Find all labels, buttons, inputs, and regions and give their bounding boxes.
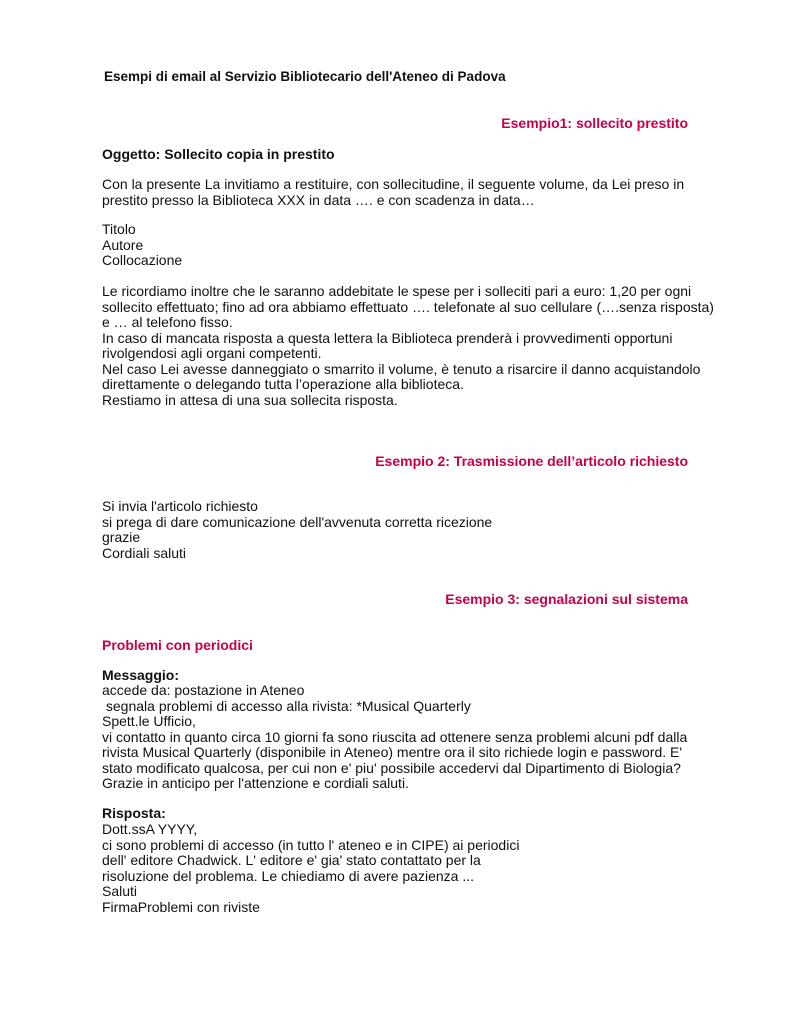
example1-body-line: In caso di mancata risposta a questa lettera la Biblioteca prenderà i provvedimenti opportuni: [102, 329, 673, 346]
message-line: accede da: postazione in Ateneo: [102, 682, 305, 698]
example2-body-line: Cordiali saluti: [102, 544, 187, 561]
example1-intro-line: Con la presente La invitiamo a restituire, con sollecitudine, il seguente volume, da Lei preso in: [102, 176, 685, 192]
reply-line: risoluzione del problema. Le chiediamo di avere pazienza ...: [102, 867, 474, 884]
message-line: stato modificato qualcosa, per cui non e' piu' possibile accedervi dal Dipartimento di Biologia?: [102, 759, 681, 776]
message-line: rivista Musical Quarterly (disponibile in Ateneo) mentre ora il sito richiede login e password. E': [102, 744, 683, 760]
example3-heading: Esempio 3: segnalazioni sul sistema: [445, 591, 688, 607]
field-autore: Autore: [102, 236, 144, 253]
message-label: Messaggio:: [102, 667, 180, 683]
example2-body-line: grazie: [102, 529, 141, 545]
reply-line: Saluti: [102, 883, 138, 899]
message-line: Grazie in anticipo per l'attenzione e cordiali saluti.: [102, 775, 409, 791]
example3-subheading: Problemi con periodici: [102, 637, 253, 653]
example1-body-line: e … al telefono fisso.: [102, 314, 233, 330]
example1-body-line: Le ricordiamo inoltre che le saranno addebitate le spese per i solleciti pari a euro: 1,20 per ogni: [102, 283, 692, 299]
example1-body-line: direttamente o delegando tutta l’operazione alla biblioteca.: [102, 376, 464, 392]
example2-body: [102, 499, 492, 561]
message-line: Spett.le Ufficio,: [102, 713, 196, 729]
reply-label: Risposta:: [102, 805, 166, 821]
reply-line: dell' editore Chadwick. L' editore e' gia' stato contattato per la: [102, 852, 481, 868]
message-line: vi contatto in quanto circa 10 giorni fa sono riuscita ad ottenere senza problemi alcuni pdf dalla: [102, 728, 688, 745]
document-title: Esempi di email al Servizio Bibliotecario dell'Ateneo di Padova: [104, 69, 506, 84]
reply-line: FirmaProblemi con riviste: [102, 898, 260, 915]
example2-body-line: si prega di dare comunicazione dell'avvenuta corretta ricezione: [102, 513, 493, 530]
example1-body: [102, 284, 714, 408]
example1-body-line: Nel caso Lei avesse danneggiato o smarrito il volume, è tenuto a risarcire il danno acquistandolo: [102, 360, 701, 377]
message-line: segnala problemi di accesso alla rivista: *Musical Quarterly: [102, 697, 471, 714]
field-titolo: Titolo: [102, 221, 136, 237]
example1-body-line: sollecito effettuato; fino ad ora abbiamo effettuato …. telefonate al suo cellulare (….senza risposta): [102, 298, 714, 315]
example2-heading: Esempio 2: Trasmissione dell’articolo richiesto: [375, 453, 688, 469]
message-body: [102, 683, 687, 792]
example1-heading: Esempio1: sollecito prestito: [501, 115, 688, 131]
reply-line: Dott.ssA YYYY,: [102, 821, 198, 837]
example1-subject: Oggetto: Sollecito copia in prestito: [102, 146, 335, 162]
example2-body-line: Si invia l'articolo richiesto: [102, 498, 258, 514]
field-collocazione: Collocazione: [102, 252, 183, 268]
example1-fields: [102, 222, 182, 269]
example1-intro: [102, 177, 684, 208]
example1-body-line: Restiamo in attesa di una sua sollecita risposta.: [102, 391, 398, 408]
example1-body-line: rivolgendosi agli organi competenti.: [102, 345, 322, 361]
reply-body: [102, 822, 519, 915]
example1-intro-line: prestito presso la Biblioteca XXX in data …. e con scadenza in data…: [102, 191, 535, 208]
reply-line: ci sono problemi di accesso (in tutto l' ateneo e in CIPE) ai periodici: [102, 836, 520, 853]
